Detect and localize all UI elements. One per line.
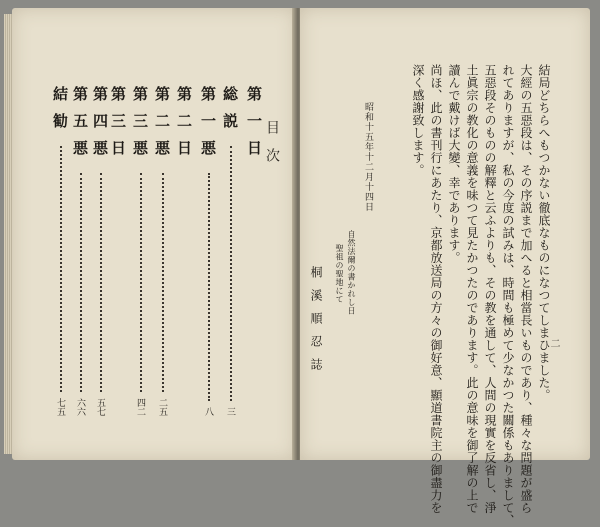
toc-entry-label: 総説 [221, 86, 239, 140]
preface-line: れてありますが、私の今度の試みは、時間も極めて少なかつた關係もありまして、 [501, 64, 515, 527]
toc-entry [50, 86, 71, 416]
right-page [300, 8, 590, 527]
toc-entry-label: 第三日 [109, 86, 127, 167]
preface-line: 大經の五惡段は、その序説まで加へると相當長いものであり、種々な問題が盛ら [519, 64, 533, 514]
leader-dots [208, 173, 210, 401]
preface-place-line: 聖祖の聖地にて [335, 244, 344, 304]
author-signature: 桐溪順忍誌 [309, 266, 323, 381]
toc-entry-label: 第五悪 [71, 86, 89, 167]
toc-entry [174, 86, 195, 416]
preface-line: 讀んで戴けば大變、幸であります。 [447, 64, 461, 264]
preface-line: 尚ほ、此の書刊行にあたり、京都放送局の方々の御好意、顯道書院主の御盡力を [429, 64, 443, 514]
toc-entry-page: 五七 [95, 398, 105, 416]
toc-entry [130, 86, 151, 416]
leader-dots [60, 146, 62, 392]
leader-dots [100, 173, 102, 392]
leader-dots [162, 173, 164, 392]
toc-entry-page: 八 [203, 407, 213, 416]
toc-entry-page: 三 [225, 407, 235, 416]
preface-place-line: 自然法爾の書かれし日 [347, 230, 356, 315]
toc-entry-label: 第四悪 [91, 86, 109, 167]
toc-entry-label: 第一悪 [199, 86, 217, 167]
toc-entry [108, 86, 129, 416]
toc-entry-page: 七五 [55, 398, 65, 416]
left-page [12, 8, 296, 460]
toc-entry [220, 86, 241, 416]
toc-entry-label: 第三悪 [131, 86, 149, 167]
toc-entry [198, 86, 219, 416]
toc-entry [90, 86, 111, 416]
page-number: 二 [548, 338, 559, 348]
toc-entry [70, 86, 91, 416]
toc-entry [152, 86, 173, 416]
preface-line: 深く感謝致します。 [411, 64, 425, 177]
toc-entry-label: 結勧 [51, 86, 69, 140]
leader-dots [140, 173, 142, 392]
toc-title: 目次 [264, 120, 280, 176]
preface-date: 昭和十五年十二月十四日 [363, 102, 373, 212]
preface-line: 土眞宗の教化の意義を味つて見たかつたのであります。此の意味を御了解の上で [465, 64, 479, 514]
toc-entry-page: 六六 [75, 398, 85, 416]
preface-line: 結局どちらへもつかない徹底なものになつてしまひました。 [537, 64, 551, 402]
toc-entry-page: 二五 [157, 398, 167, 416]
toc-entry-page: 四二 [135, 398, 145, 416]
toc-entry-label: 第二日 [175, 86, 193, 167]
leader-dots [230, 146, 232, 401]
toc-entry-label: 第二悪 [153, 86, 171, 167]
preface-line: 五惡段そのものの解釋と云ふよりも、その教を通して、人間の現實を反省し、淨 [483, 64, 497, 514]
leader-dots [80, 173, 82, 392]
toc-entry-label: 第一日 [245, 86, 263, 167]
